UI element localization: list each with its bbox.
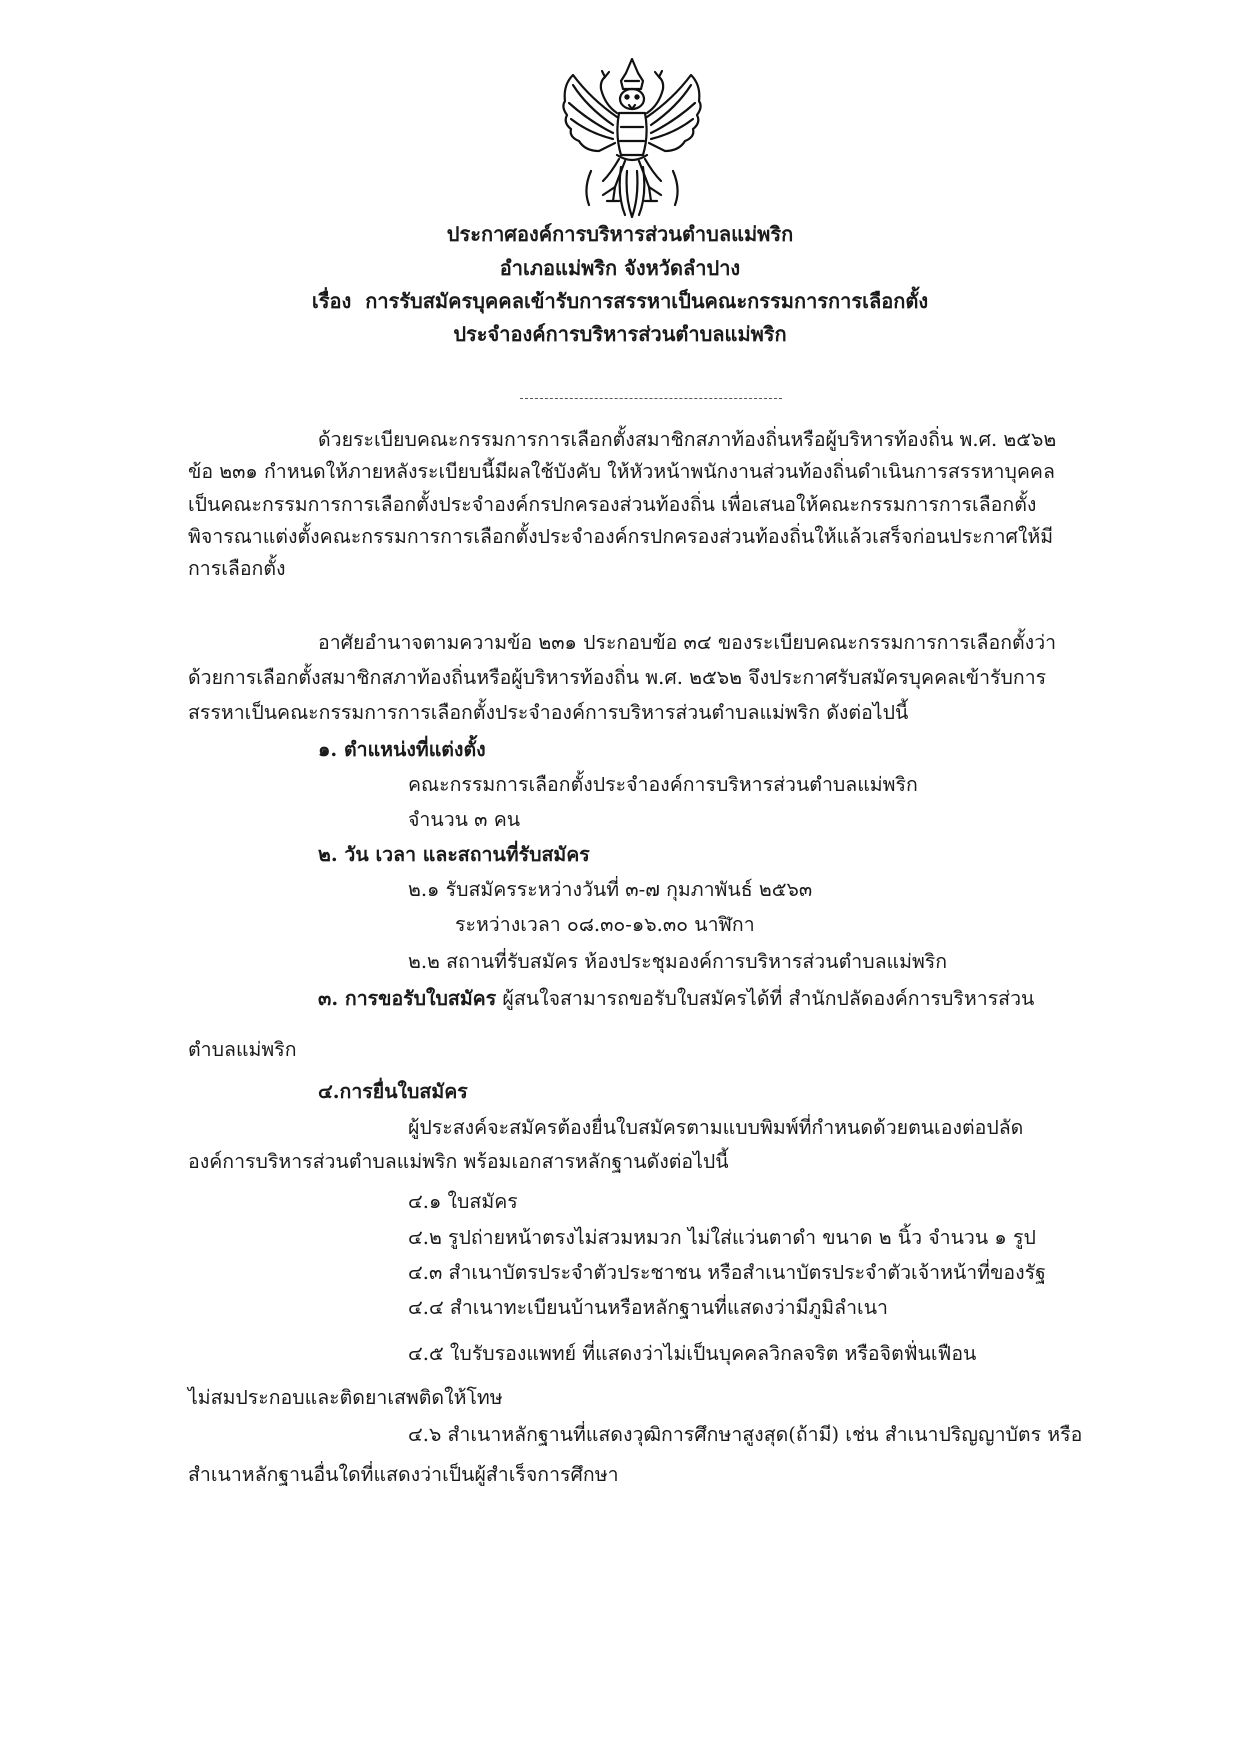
subject-line-2: ประจำองค์การบริหารส่วนตำบลแม่พริก — [453, 322, 787, 346]
section-2-1-time: ระหว่างเวลา ๐๘.๓๐-๑๖.๓๐ นาฬิกา — [455, 913, 755, 936]
para2-line-2: ด้วยการเลือกตั้งสมาชิกสภาท้องถิ่นหรือผู้บริหารท้องถิ่น พ.ศ. ๒๕๖๒ จึงประกาศรับสมัครบุคคลเข้ารับการ — [188, 666, 1047, 689]
para1-line-5: การเลือกตั้ง — [188, 557, 286, 580]
district-province-line: อำเภอแม่พริก จังหวัดลำปาง — [499, 256, 741, 280]
para1-line-3: เป็นคณะกรรมการการเลือกตั้งประจำองค์กรปกครองส่วนท้องถิ่น เพื่อเสนอให้คณะกรรมการการเลือกตั้ง — [188, 493, 1037, 516]
subject-line — [0, 285, 1240, 317]
header-divider — [520, 398, 782, 399]
garuda-emblem-icon — [555, 55, 710, 220]
section-3-cont: ตำบลแม่พริก — [188, 1038, 297, 1061]
section-2-1: ๒.๑ รับสมัครระหว่างวันที่ ๓-๗ กุมภาพันธ์ ๒๕๖๓ — [408, 878, 813, 901]
section-4-intro-1: ผู้ประสงค์จะสมัครต้องยื่นใบสมัครตามแบบพิมพ์ที่กำหนดด้วยตนเองต่อปลัด — [408, 1116, 1024, 1139]
para2-line-1: อาศัยอำนาจตามความข้อ ๒๓๑ ประกอบข้อ ๓๔ ของระเบียบคณะกรรมการการเลือกตั้งว่า — [318, 631, 1057, 654]
section-4-item-5: ๔.๕ ใบรับรองแพทย์ ที่แสดงว่าไม่เป็นบุคคลวิกลจริต หรือจิตฟั่นเฟือน — [408, 1342, 977, 1365]
section-1-line-1: คณะกรรมการเลือกตั้งประจำองค์การบริหารส่วนตำบลแม่พริก — [408, 773, 918, 796]
section-3-title: ๓. การขอรับใบสมัคร — [318, 987, 497, 1010]
announcement-title: ประกาศองค์การบริหารส่วนตำบลแม่พริก — [446, 222, 794, 246]
section-3-text: ผู้สนใจสามารถขอรับใบสมัครได้ที่ สำนักปลัดองค์การบริหารส่วน — [496, 987, 1035, 1010]
subject-prefix: เรื่อง — [311, 289, 352, 313]
section-3-line — [318, 989, 1034, 1009]
section-4-item-1: ๔.๑ ใบสมัคร — [408, 1190, 518, 1213]
subject-text: การรับสมัครบุคคลเข้ารับการสรรหาเป็นคณะกรรมการการเลือกตั้ง — [365, 289, 929, 313]
section-1-line-2: จำนวน ๓ คน — [408, 808, 521, 831]
section-4-item-5-cont: ไม่สมประกอบและติดยาเสพติดให้โทษ — [188, 1386, 503, 1409]
para1-line-2: ข้อ ๒๓๑ กำหนดให้ภายหลังระเบียบนี้มีผลใช้บังคับ ให้หัวหน้าพนักงานส่วนท้องถิ่นดำเนินการสรรหาบุคคล — [188, 460, 1055, 483]
para2-line-3: สรรหาเป็นคณะกรรมการการเลือกตั้งประจำองค์การบริหารส่วนตำบลแม่พริก ดังต่อไปนี้ — [188, 701, 909, 724]
section-4-item-3: ๔.๓ สำเนาบัตรประจำตัวประชาชน หรือสำเนาบัตรประจำตัวเจ้าหน้าที่ของรัฐ — [408, 1261, 1046, 1284]
section-2-2: ๒.๒ สถานที่รับสมัคร ห้องประชุมองค์การบริหารส่วนตำบลแม่พริก — [408, 950, 948, 973]
section-2-title: ๒. วัน เวลา และสถานที่รับสมัคร — [318, 843, 590, 866]
section-4-item-2: ๔.๒ รูปถ่ายหน้าตรงไม่สวมหมวก ไม่ใส่แว่นตาดำ ขนาด ๒ นิ้ว จำนวน ๑ รูป — [408, 1226, 1036, 1249]
section-4-title: ๔.การยื่นใบสมัคร — [318, 1080, 468, 1103]
section-1-title: ๑. ตำแหน่งที่แต่งตั้ง — [318, 738, 486, 761]
section-4-item-6-cont: สำเนาหลักฐานอื่นใดที่แสดงว่าเป็นผู้สำเร็จการศึกษา — [188, 1463, 619, 1486]
section-4-item-4: ๔.๔ สำเนาทะเบียนบ้านหรือหลักฐานที่แสดงว่ามีภูมิลำเนา — [408, 1296, 888, 1319]
section-4-intro-2: องค์การบริหารส่วนตำบลแม่พริก พร้อมเอกสารหลักฐานดังต่อไปนี้ — [188, 1150, 729, 1173]
para1-line-1: ด้วยระเบียบคณะกรรมการการเลือกตั้งสมาชิกสภาท้องถิ่นหรือผู้บริหารท้องถิ่น พ.ศ. ๒๕๖๒ — [318, 428, 1057, 451]
section-4-item-6: ๔.๖ สำเนาหลักฐานที่แสดงวุฒิการศึกษาสูงสุด(ถ้ามี) เช่น สำเนาปริญญาบัตร หรือ — [408, 1423, 1083, 1446]
para1-line-4: พิจารณาแต่งตั้งคณะกรรมการการเลือกตั้งประจำองค์กรปกครองส่วนท้องถิ่นให้แล้วเสร็จก่อนประกาศให้มี — [188, 525, 1054, 548]
